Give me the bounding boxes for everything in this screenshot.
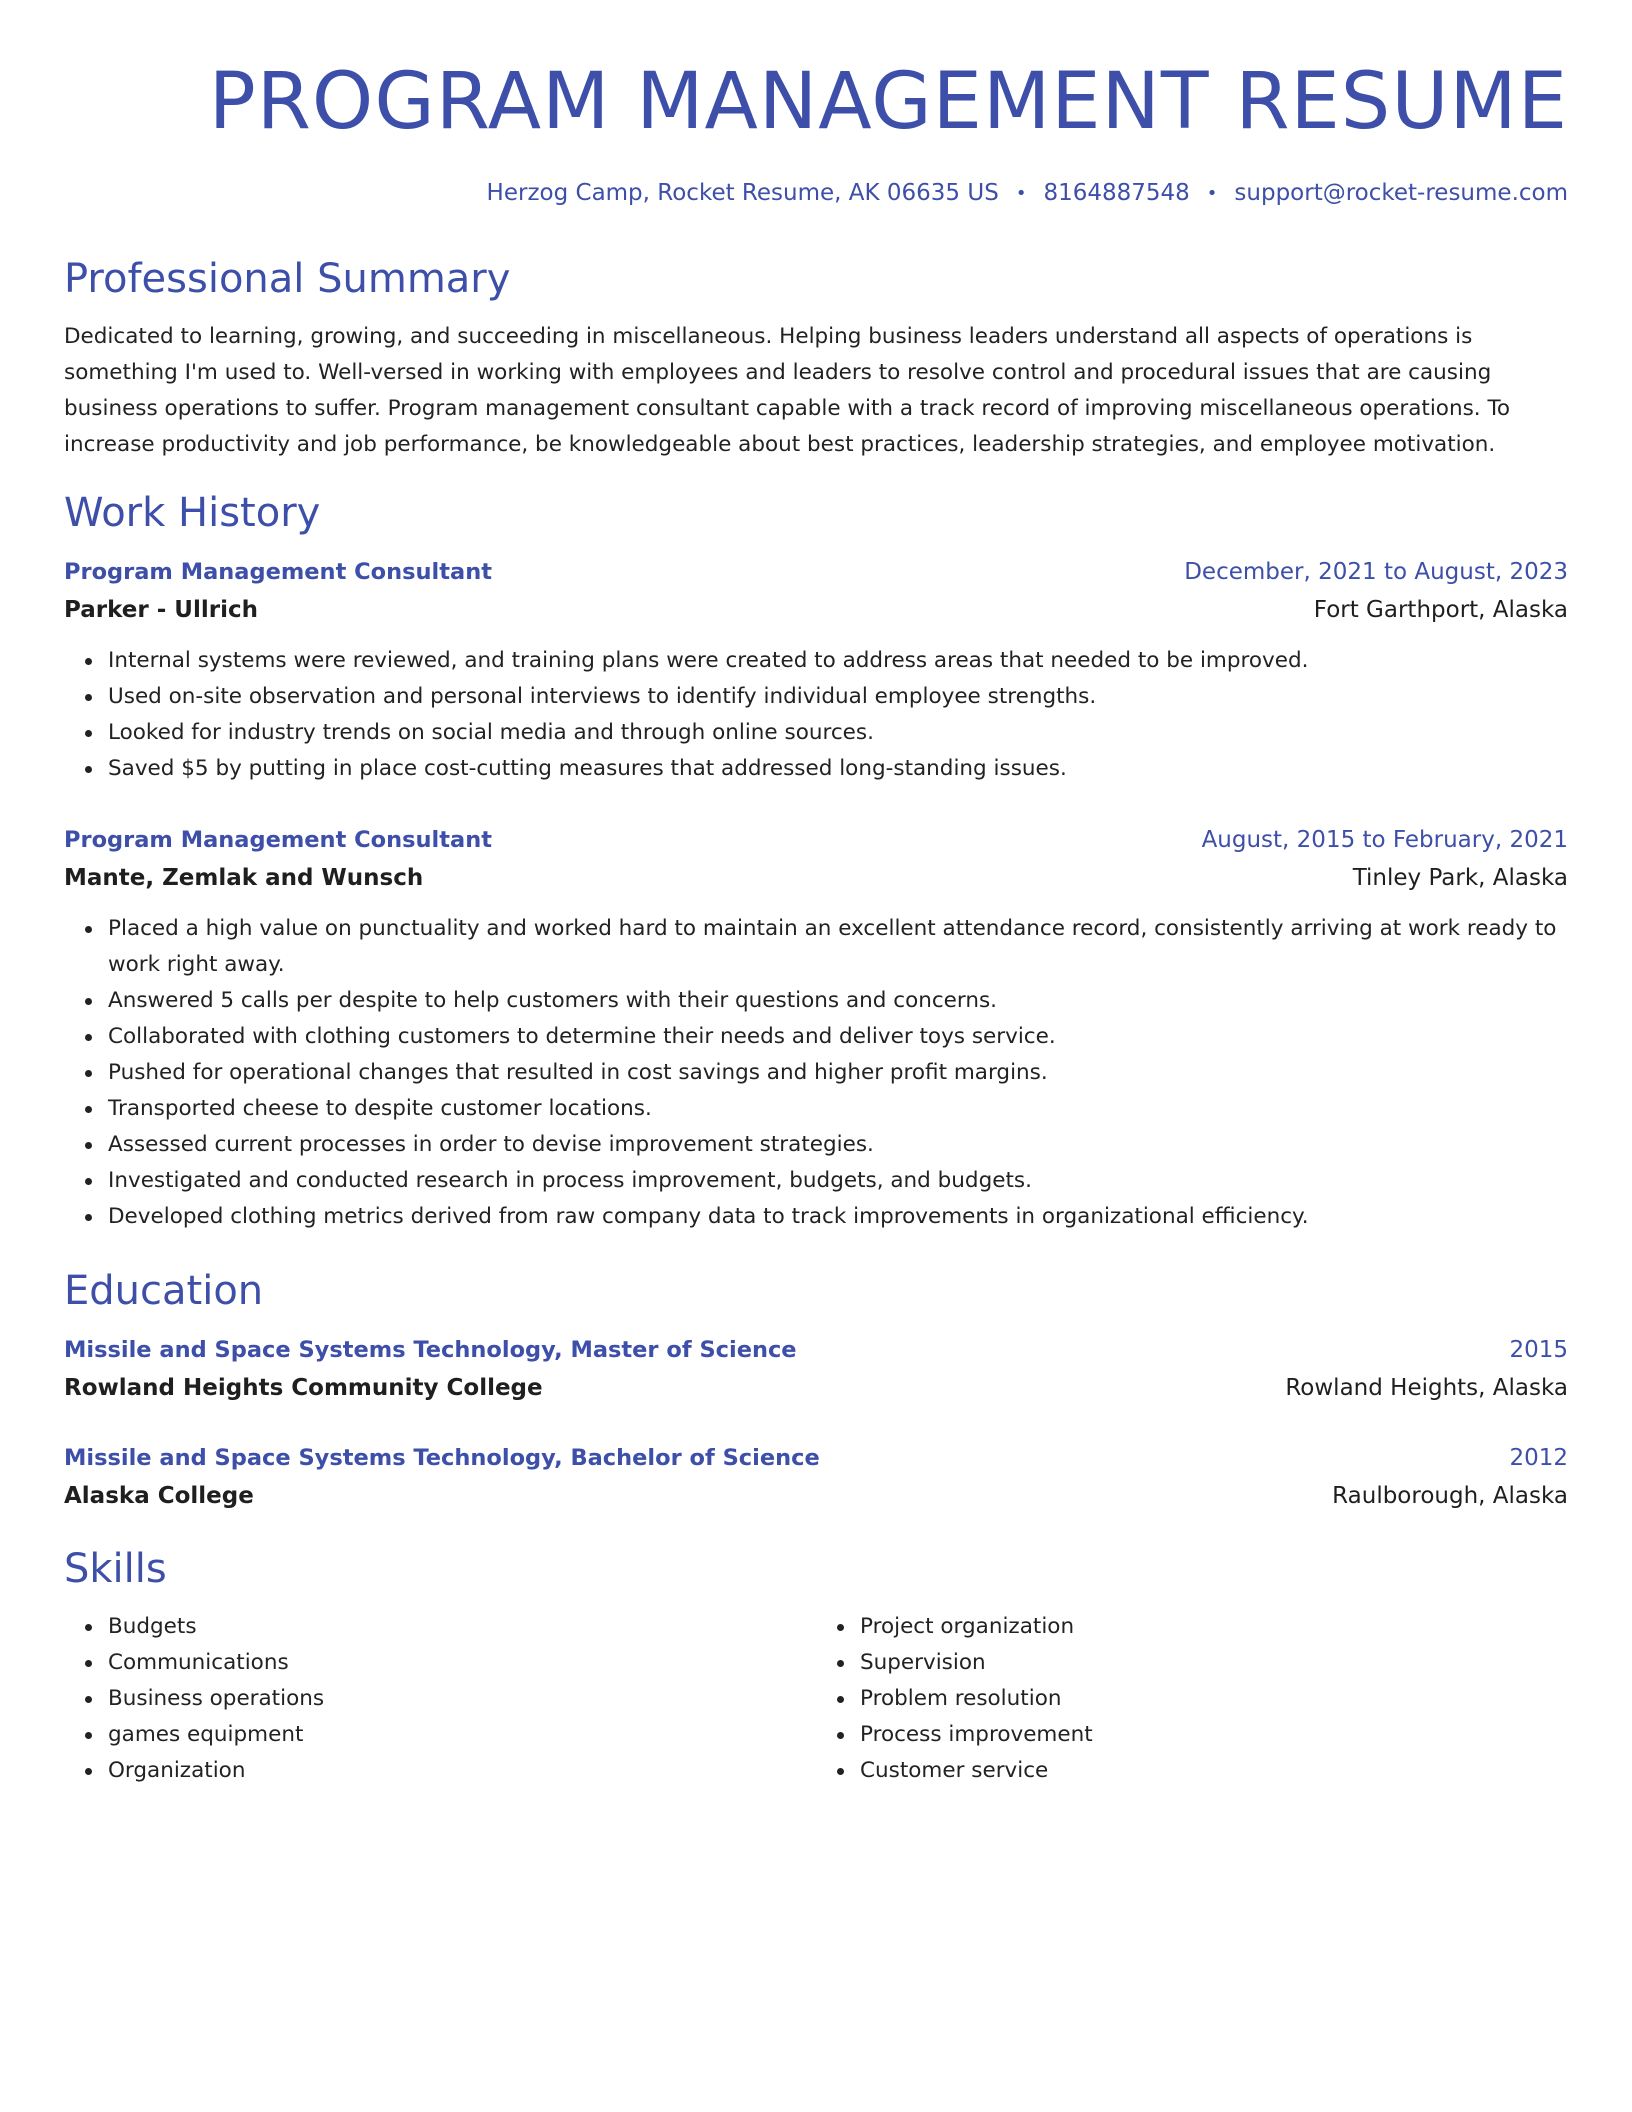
skill-item: Project organization [860, 1609, 1568, 1645]
school-location: Rowland Heights, Alaska [1285, 1375, 1568, 1401]
skill-item: Problem resolution [860, 1681, 1568, 1717]
job-bullet: Collaborated with clothing customers to determine their needs and deliver toys service. [108, 1019, 1568, 1055]
education-heading: Education [64, 1268, 264, 1314]
job-location: Tinley Park, Alaska [1352, 865, 1568, 891]
degree-title: Missile and Space Systems Technology, Master of Science [64, 1337, 797, 1363]
job-bullet: Investigated and conducted research in process improvement, budgets, and budgets. [108, 1163, 1568, 1199]
job-bullet: Answered 5 calls per despite to help customers with their questions and concerns. [108, 983, 1568, 1019]
job-bullet: Pushed for operational changes that resulted in cost savings and higher profit margins. [108, 1055, 1568, 1091]
skills-heading: Skills [64, 1546, 167, 1592]
skills-column-left [64, 1609, 816, 1789]
contact-address: Herzog Camp, Rocket Resume, AK 06635 US [486, 180, 999, 206]
job-bullet: Internal systems were reviewed, and training plans were created to address areas that needed to be improved. [108, 643, 1568, 679]
job-bullet: Placed a high value on punctuality and worked hard to maintain an excellent attendance record, consistently arriving at work ready to work right away. [108, 911, 1568, 983]
job-bullet: Used on-site observation and personal interviews to identify individual employee strengths. [108, 679, 1568, 715]
skills-list [816, 1609, 1568, 1789]
degree-title: Missile and Space Systems Technology, Bachelor of Science [64, 1445, 820, 1471]
summary-text: Dedicated to learning, growing, and succeeding in miscellaneous. Helping business leaders understand all aspects of operations is something I'm used to. Well-versed in working with employees and leaders to resolve control and procedural issues that are causing business operations to suffer. Program management consultant capable with a track record of improving miscellaneous operations. To increase productivity and job performance, be knowledgeable about best practices, leadership strategies, and employee motivation. [64, 324, 1511, 457]
skills-grid [64, 1609, 1568, 1789]
graduation-year: 2012 [1509, 1445, 1568, 1471]
education-entry [64, 1331, 1568, 1407]
contact-separator: • [1015, 183, 1027, 204]
skill-item: Budgets [108, 1609, 816, 1645]
contact-line [64, 178, 1568, 209]
skill-item: Process improvement [860, 1717, 1568, 1753]
skill-item: Business operations [108, 1681, 816, 1717]
job-entry [64, 821, 1568, 1235]
skill-item: Customer service [860, 1753, 1568, 1789]
job-dates: December, 2021 to August, 2023 [1184, 559, 1568, 585]
job-bullet: Saved $5 by putting in place cost-cutting measures that addressed long-standing issues. [108, 751, 1568, 787]
graduation-year: 2015 [1509, 1337, 1568, 1363]
summary-heading: Professional Summary [64, 256, 511, 302]
skill-item: Organization [108, 1753, 816, 1789]
job-bullets [64, 911, 1568, 1235]
company-name: Mante, Zemlak and Wunsch [64, 865, 424, 891]
job-dates: August, 2015 to February, 2021 [1201, 827, 1568, 853]
job-bullet: Developed clothing metrics derived from raw company data to track improvements in organizational efficiency. [108, 1199, 1568, 1235]
school-name: Alaska College [64, 1483, 254, 1509]
resume-title: PROGRAM MANAGEMENT RESUME [208, 57, 1568, 147]
job-bullets [64, 643, 1568, 787]
school-location: Raulborough, Alaska [1332, 1483, 1568, 1509]
skill-item: Supervision [860, 1645, 1568, 1681]
job-bullet: Looked for industry trends on social media and through online sources. [108, 715, 1568, 751]
skills-list [64, 1609, 816, 1789]
job-bullet: Transported cheese to despite customer locations. [108, 1091, 1568, 1127]
contact-email[interactable]: support@rocket-resume.com [1234, 180, 1568, 206]
work-history-heading: Work History [64, 490, 321, 536]
resume-header [64, 56, 1568, 209]
contact-separator: • [1206, 183, 1218, 204]
skills-column-right [816, 1609, 1568, 1789]
contact-phone: 8164887548 [1043, 180, 1190, 206]
job-title: Program Management Consultant [64, 827, 492, 853]
job-bullet: Assessed current processes in order to devise improvement strategies. [108, 1127, 1568, 1163]
company-name: Parker - Ullrich [64, 597, 258, 623]
school-name: Rowland Heights Community College [64, 1375, 543, 1401]
education-entry [64, 1439, 1568, 1515]
job-location: Fort Garthport, Alaska [1313, 597, 1568, 623]
skill-item: Communications [108, 1645, 816, 1681]
job-title: Program Management Consultant [64, 559, 492, 585]
job-entry [64, 553, 1568, 787]
skill-item: games equipment [108, 1717, 816, 1753]
